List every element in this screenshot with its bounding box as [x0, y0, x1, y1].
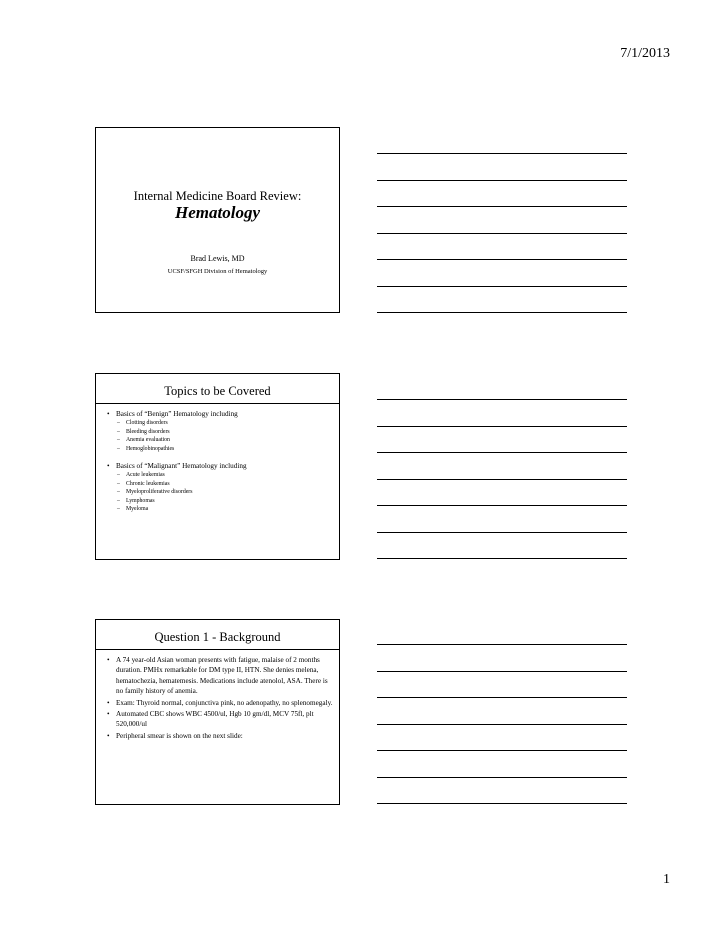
- bullet-item: • Peripheral smear is shown on the next slide:: [106, 731, 333, 741]
- slide-2-title: Topics to be Covered: [164, 384, 271, 398]
- slide-3-content: [106, 655, 333, 742]
- bullet-item: • Basics of “Benign” Hematology including: [106, 409, 333, 419]
- note-line: [377, 206, 627, 207]
- note-line: [377, 724, 627, 725]
- sub-item: – Myeloproliferative disorders: [106, 488, 333, 497]
- note-line: [377, 259, 627, 260]
- note-line: [377, 532, 627, 533]
- sub-item: – Chronic leukemias: [106, 480, 333, 489]
- note-line: [377, 426, 627, 427]
- bullet-item: • Exam: Thyroid normal, conjunctiva pink, no adenopathy, no splenomegaly.: [106, 698, 333, 708]
- note-line: [377, 452, 627, 453]
- sub-item: – Hemoglobinopathies: [106, 445, 333, 454]
- bullet-item: • Basics of “Malignant” Hematology including: [106, 461, 333, 471]
- slide-1-author: Brad Lewis, MD: [190, 254, 245, 263]
- sub-item: – Bleeding disorders: [106, 428, 333, 437]
- note-line: [377, 644, 627, 645]
- note-line: [377, 479, 627, 480]
- note-line: [377, 153, 627, 154]
- note-line: [377, 180, 627, 181]
- sub-item: – Acute leukemias: [106, 471, 333, 480]
- slide-3-title-rule: [96, 649, 339, 650]
- note-line: [377, 750, 627, 751]
- note-line: [377, 399, 627, 400]
- slide-2-title-rule: [96, 403, 339, 404]
- slide-1: [95, 127, 340, 313]
- note-line: [377, 777, 627, 778]
- slide-3: [95, 619, 340, 805]
- page-number: 1: [663, 872, 670, 887]
- note-line: [377, 286, 627, 287]
- bullet-item: • A 74 year-old Asian woman presents with fatigue, malaise of 2 months duration. PMHx remarkable for DM type II, HTN. She denies melena, hematochezia, hematemesis. Medications include atenolol, ASA. There is no family history of anemia.: [106, 655, 333, 697]
- note-line: [377, 505, 627, 506]
- slide-1-title: Internal Medicine Board Review:: [133, 189, 302, 203]
- slide-2-content: [106, 409, 333, 514]
- slide-3-title: Question 1 - Background: [154, 630, 281, 644]
- note-line: [377, 558, 627, 559]
- slide-1-subtitle: Hematology: [175, 203, 260, 222]
- page-date: 7/1/2013: [620, 46, 670, 61]
- sub-item: – Myeloma: [106, 505, 333, 514]
- sub-item: – Clotting disorders: [106, 419, 333, 428]
- note-line: [377, 671, 627, 672]
- note-line: [377, 233, 627, 234]
- note-line: [377, 803, 627, 804]
- slide-1-affiliation: UCSF/SFGH Division of Hematology: [167, 268, 268, 275]
- note-line: [377, 697, 627, 698]
- slide-2: [95, 373, 340, 560]
- sub-item: – Lymphomas: [106, 497, 333, 506]
- bullet-item: • Automated CBC shows WBC 4500/ul, Hgb 10 gm/dl, MCV 75fl, plt 520,000/ul: [106, 709, 333, 730]
- sub-item: – Anemia evaluation: [106, 436, 333, 445]
- note-line: [377, 312, 627, 313]
